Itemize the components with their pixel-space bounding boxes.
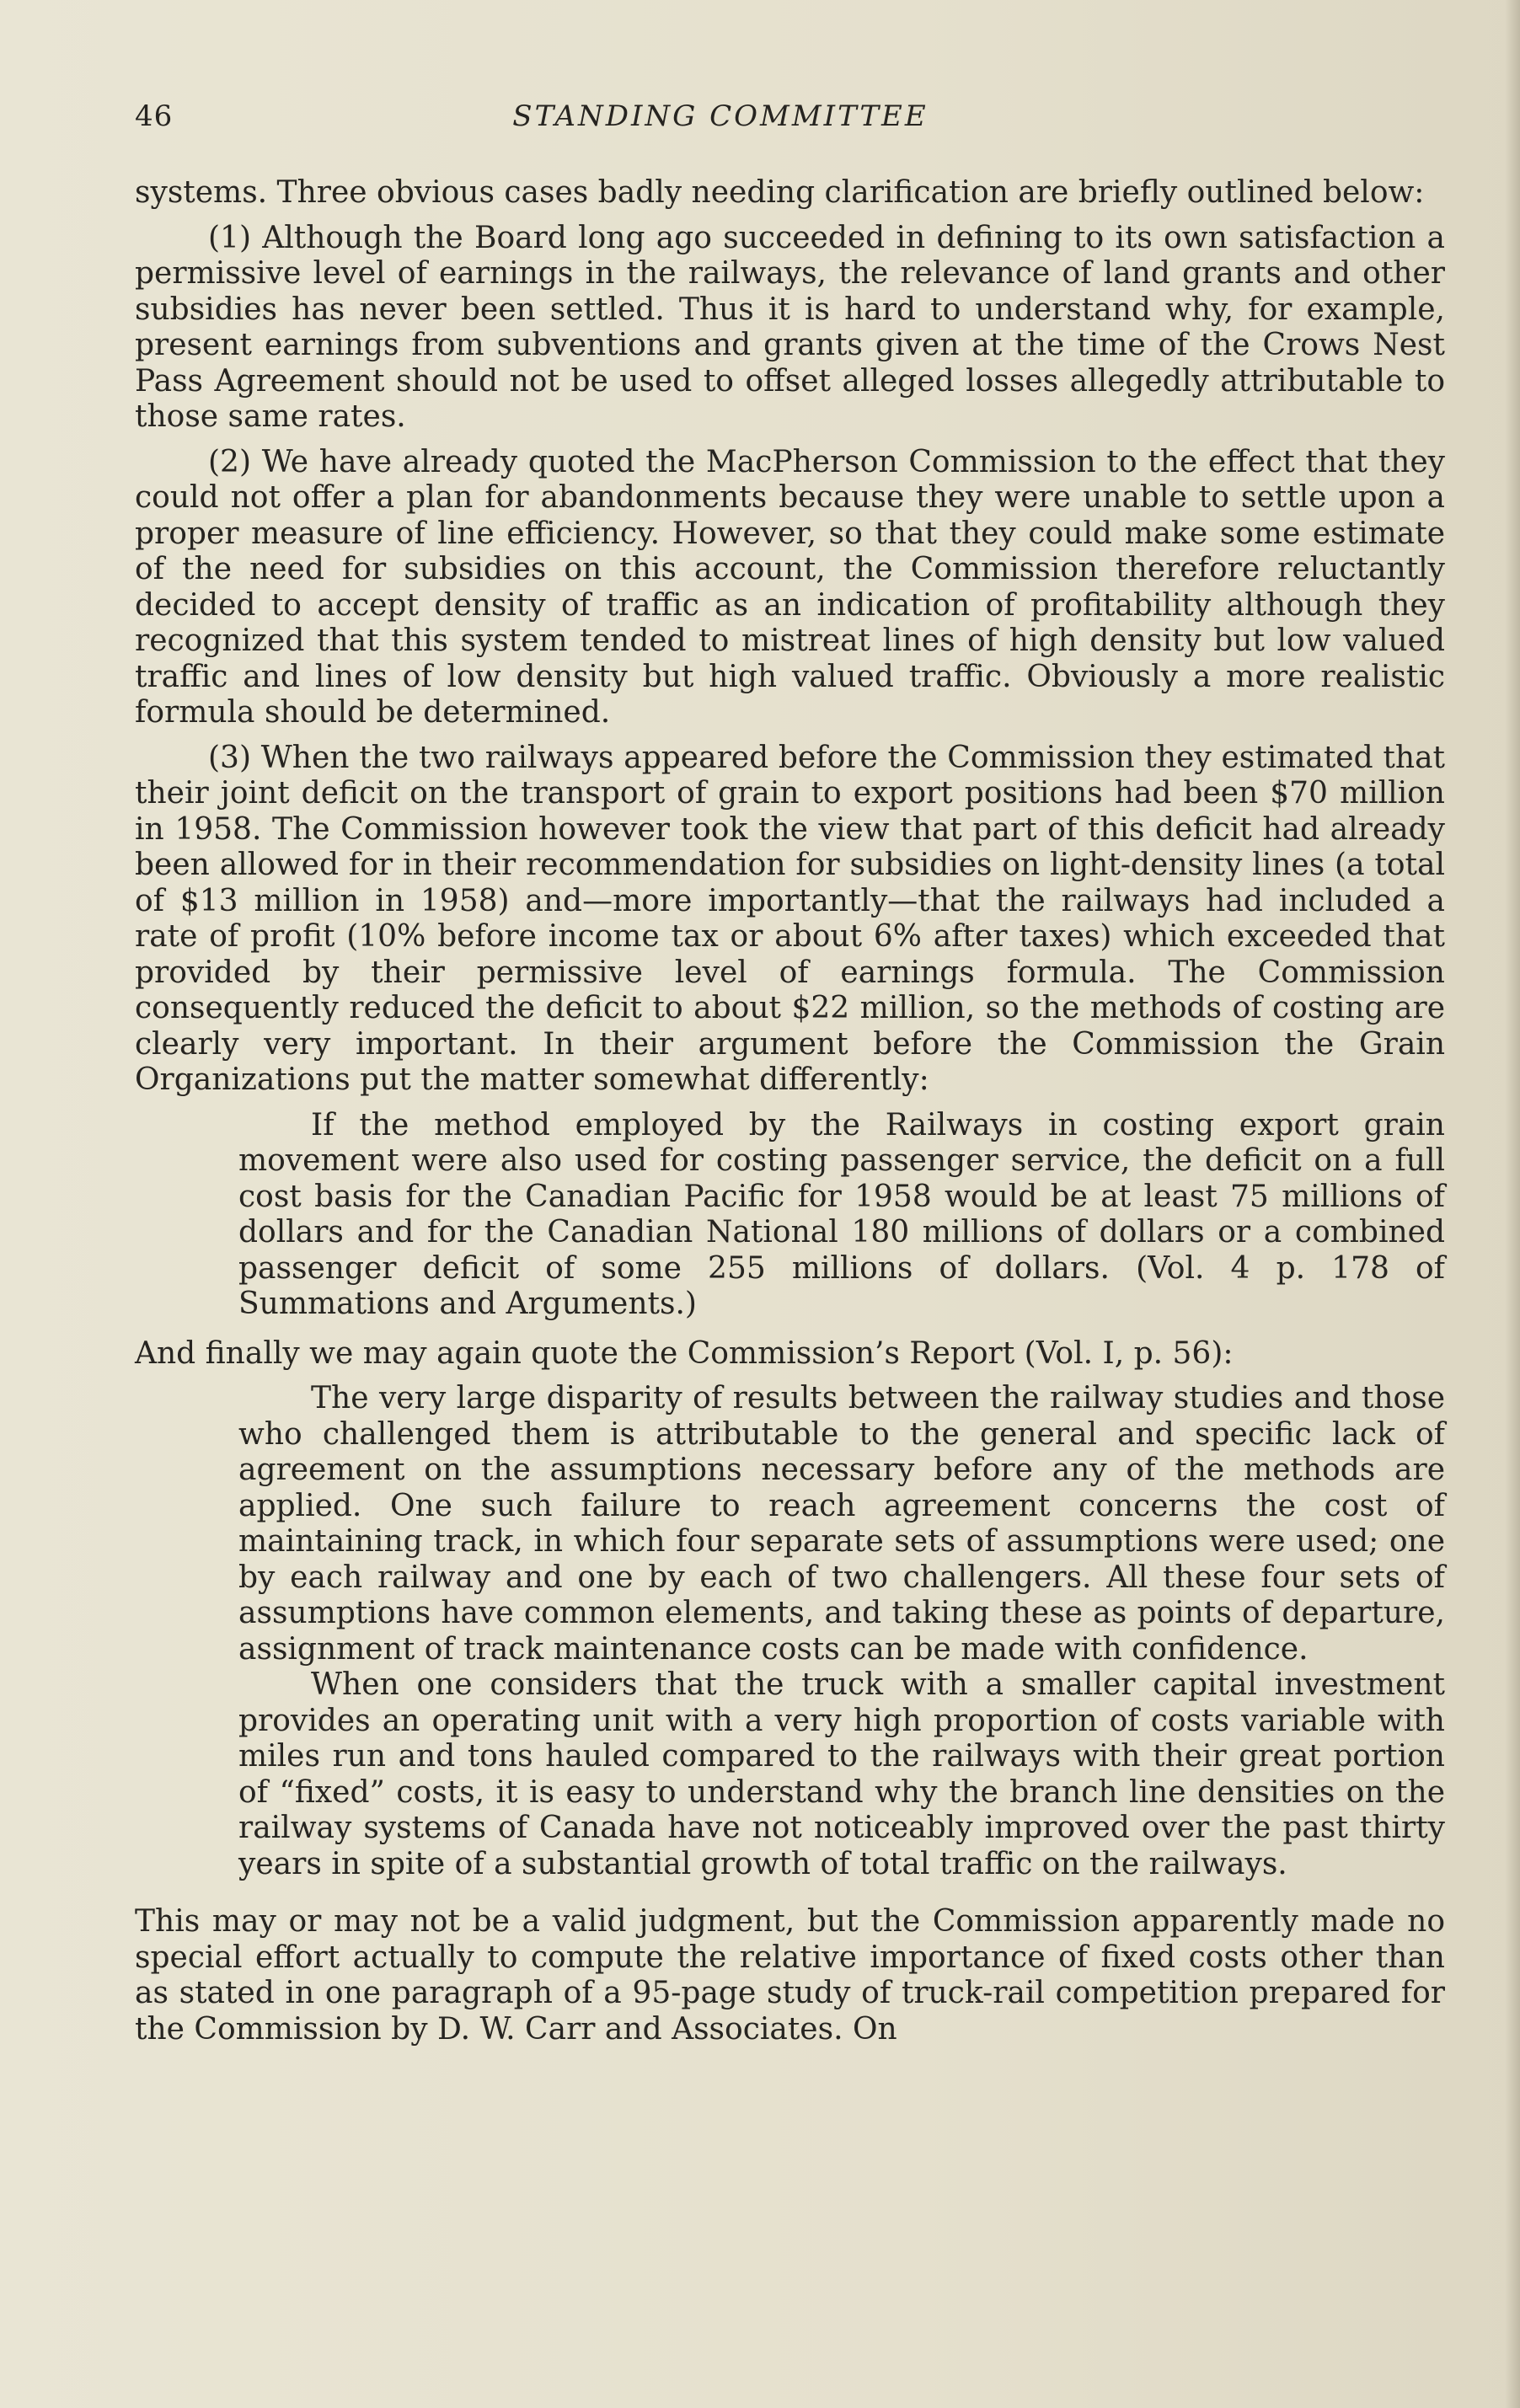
paragraph-case-1: (1) Although the Board long ago succeeded in defining to its own satisfaction a permissive level of earnings in the railways, the relevance of land grants and other subsidies has never been settled. Thus it is hard to understand why, for example, present earnings from subventions and grants given at the time of the Crows Nest Pass Agreement should not be used to offset alleged losses allegedly attributable to those same rates.: [135, 220, 1445, 434]
page-header: [135, 99, 1449, 142]
page-edge-shadow: [1505, 0, 1520, 2408]
paragraph-valid-judgment: This may or may not be a valid judgment, but the Commission apparently made no special effort actually to compute the relative importance of fixed costs other than as stated in one paragraph of a 95-page study of truck-rail competition prepared for the Commission by D. W. Carr and Associates. On: [135, 1904, 1445, 2047]
quote-commission-report-part-2: When one considers that the truck with a smaller capital investment provides an operating unit with a very high proportion of costs variable with miles run and tons hauled compared to the railways with their great portion of “fixed” costs, it is easy to understand why the branch line densities on the railway systems of Canada have not noticeably improved over the past thirty years in spite of a substantial growth of total traffic on the railways.: [238, 1667, 1445, 1881]
paragraph-intro: systems. Three obvious cases badly needing clarification are briefly outlined below:: [135, 175, 1425, 210]
paragraph-commission-report: And finally we may again quote the Commission’s Report (Vol. I, p. 56):: [135, 1335, 1234, 1371]
running-head: STANDING COMMITTEE: [512, 99, 929, 133]
quote-commission-report-part-1: The very large disparity of results between the railway studies and those who challenged them is attributable to the general and specific lack of agreement on the assumptions necessary before any of the methods are applied. One such failure to reach agreement concerns the cost of maintaining track, in which four separate sets of assumptions were used; one by each railway and one by each of two challengers. All these four sets of assumptions have common elements, and taking these as points of departure, assignment of track maintenance costs can be made with confidence.: [238, 1381, 1445, 1667]
block-quote-commission-report: [238, 1381, 1445, 1882]
page-number: 46: [135, 99, 174, 133]
body-text: [135, 175, 1445, 2057]
paragraph-case-2: (2) We have already quoted the MacPherson Commission to the effect that they could not offer a plan for abandonments because they were unable to settle upon a proper measure of line efficiency. However, so that they could make some estimate of the need for subsidies on this account, the Commission therefore reluctantly decided to accept density of traffic as an indication of profitability although they recognized that this system tended to mistreat lines of high density but low valued traffic and lines of low density but high valued traffic. Obviously a more realistic formula should be determined.: [135, 444, 1445, 730]
paragraph-case-3: (3) When the two railways appeared before the Commission they estimated that their joint deficit on the transport of grain to export positions had been $70 million in 1958. The Commission however took the view that part of this deficit had already been allowed for in their recommendation for subsidies on light-density lines (a total of $13 million in 1958) and—more importantly—that the railways had included a rate of profit (10% before income tax or about 6% after taxes) which exceeded that provided by their permissive level of earnings formula. The Commission consequently reduced the deficit to about $22 million, so the methods of costing are clearly very important. In their argument before the Commission the Grain Organizations put the matter somewhat differently:: [135, 740, 1445, 1097]
block-quote-grain-organizations: [238, 1108, 1445, 1323]
quote-grain-organizations-text: If the method employed by the Railways in costing export grain movement were also used for costing passenger service, the deficit on a full cost basis for the Canadian Pacific for 1958 would be at least 75 millions of dollars and for the Canadian National 180 millions of dollars or a combined passenger deficit of some 255 millions of dollars. (Vol. 4 p. 178 of Summations and Arguments.): [238, 1107, 1445, 1321]
